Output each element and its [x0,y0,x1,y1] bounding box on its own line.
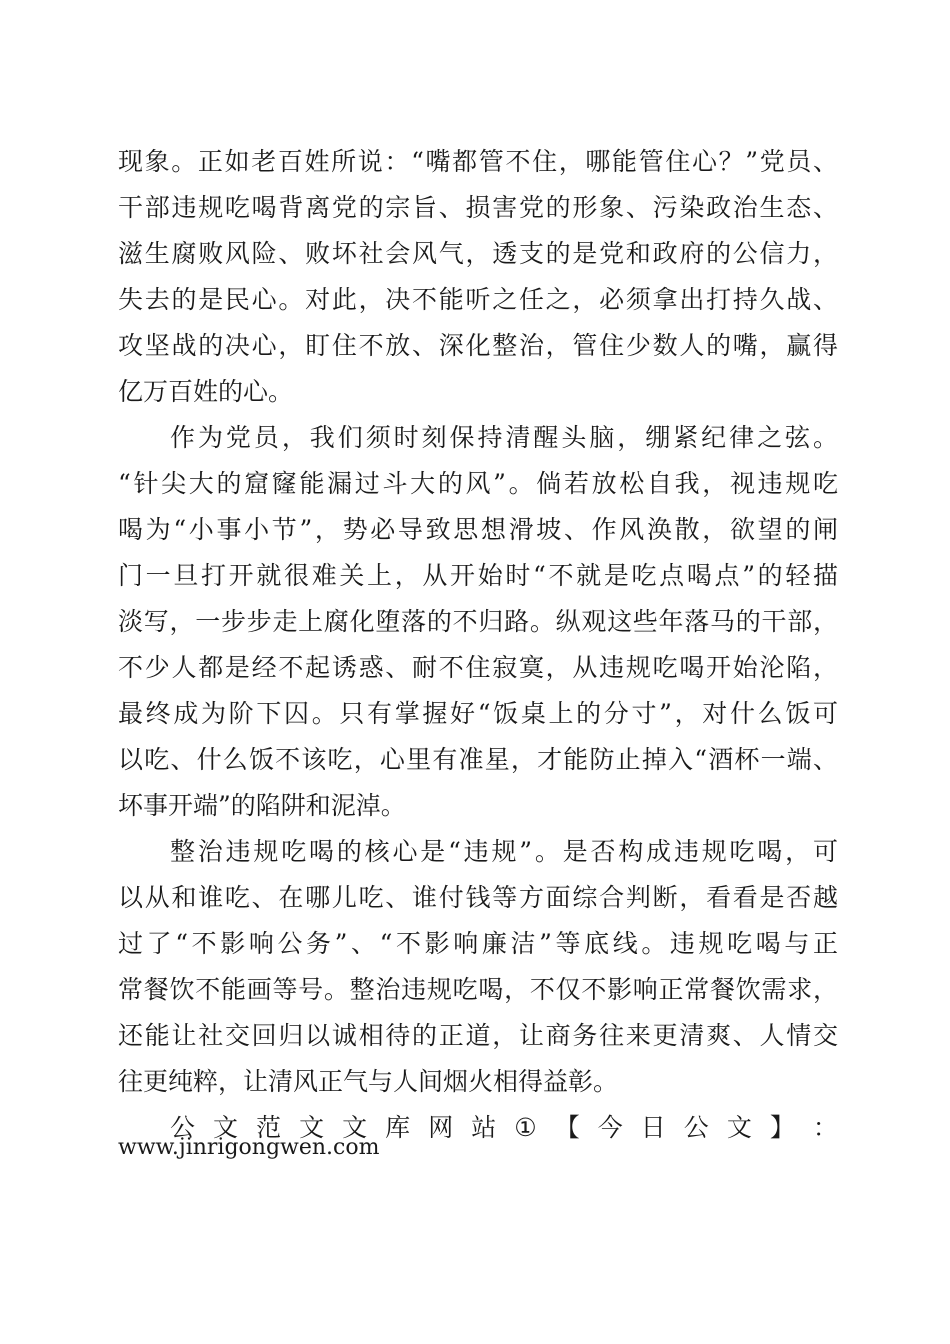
paragraph-2-line-5: 淡写，一步步走上腐化堕落的不归路。纵观这些年落马的干部， [118,607,838,636]
footer-char: 库 [385,1113,411,1142]
footer-char: 文 [213,1113,239,1142]
footer-char: ① [514,1113,537,1142]
paragraph-3-line-4: 常餐饮不能画等号。整治违规吃喝，不仅不影响正常餐饮需求， [118,975,838,1004]
footer-char: 【 [554,1113,580,1142]
footer-char: ： [812,1113,838,1142]
footer-char: 站 [471,1113,497,1142]
paragraph-2-line-9: 坏事开端”的陷阱和泥淖。 [118,791,406,820]
footer-char: 文 [726,1113,752,1142]
paragraph-3-line-3: 过了“不影响公务”、“不影响廉洁”等底线。违规吃喝与正 [118,929,838,958]
paragraph-3-line-1: 整治违规吃喝的核心是“违规”。是否构成违规吃喝，可 [170,837,838,866]
paragraph-2-line-2: “针尖大的窟窿能漏过斗大的风”。倘若放松自我，视违规吃 [118,469,838,498]
paragraph-3-line-2: 以从和谁吃、在哪儿吃、谁付钱等方面综合判断，看看是否越 [118,883,838,912]
paragraph-2-line-7: 最终成为阶下囚。只有掌握好“饭桌上的分寸”，对什么饭可 [118,699,838,728]
paragraph-1-line-2: 干部违规吃喝背离党的宗旨、损害党的形象、污染政治生态、 [118,193,838,222]
paragraph-1-line-5: 攻坚战的决心，盯住不放、深化整治，管住少数人的嘴，赢得 [118,331,838,360]
paragraph-1-line-1: 现象。正如老百姓所说：“嘴都管不住，哪能管住心？”党员、 [118,147,838,176]
footer-char: 文 [299,1113,325,1142]
footer-char: 公 [683,1113,709,1142]
footer-char: 文 [342,1113,368,1142]
footer-char: 网 [428,1113,454,1142]
paragraph-3-line-5: 还能让社交回归以诚相待的正道，让商务往来更清爽、人情交 [118,1021,838,1050]
paragraph-1-line-6: 亿万百姓的心。 [118,377,294,406]
paragraph-2-line-4: 门一旦打开就很难关上，从开始时“不就是吃点喝点”的轻描 [118,561,838,590]
footer-char: 范 [256,1113,282,1142]
paragraph-1-line-3: 滋生腐败风险、败坏社会风气，透支的是党和政府的公信力， [118,239,838,268]
paragraph-2-line-8: 以吃、什么饭不该吃，心里有准星，才能防止掉入“酒杯一端、 [118,745,838,774]
paragraph-2-line-1: 作为党员，我们须时刻保持清醒头脑，绷紧纪律之弦。 [170,423,838,452]
paragraph-2-line-3: 喝为“小事小节”，势必导致思想滑坡、作风涣散，欲望的闸 [118,515,838,544]
footer-char: 日 [640,1113,666,1142]
footer-url[interactable]: www.jinrigongwen.com [118,1135,380,1160]
footer-char: 公 [170,1113,196,1142]
paragraph-3-line-6: 往更纯粹，让清风正气与人间烟火相得益彰。 [118,1067,619,1096]
footer-char: 】 [769,1113,795,1142]
paragraph-1-line-4: 失去的是民心。对此，决不能听之任之，必须拿出打持久战、 [118,285,838,314]
paragraph-2-line-6: 不少人都是经不起诱惑、耐不住寂寞，从违规吃喝开始沦陷， [118,653,838,682]
footer-char: 今 [597,1113,623,1142]
